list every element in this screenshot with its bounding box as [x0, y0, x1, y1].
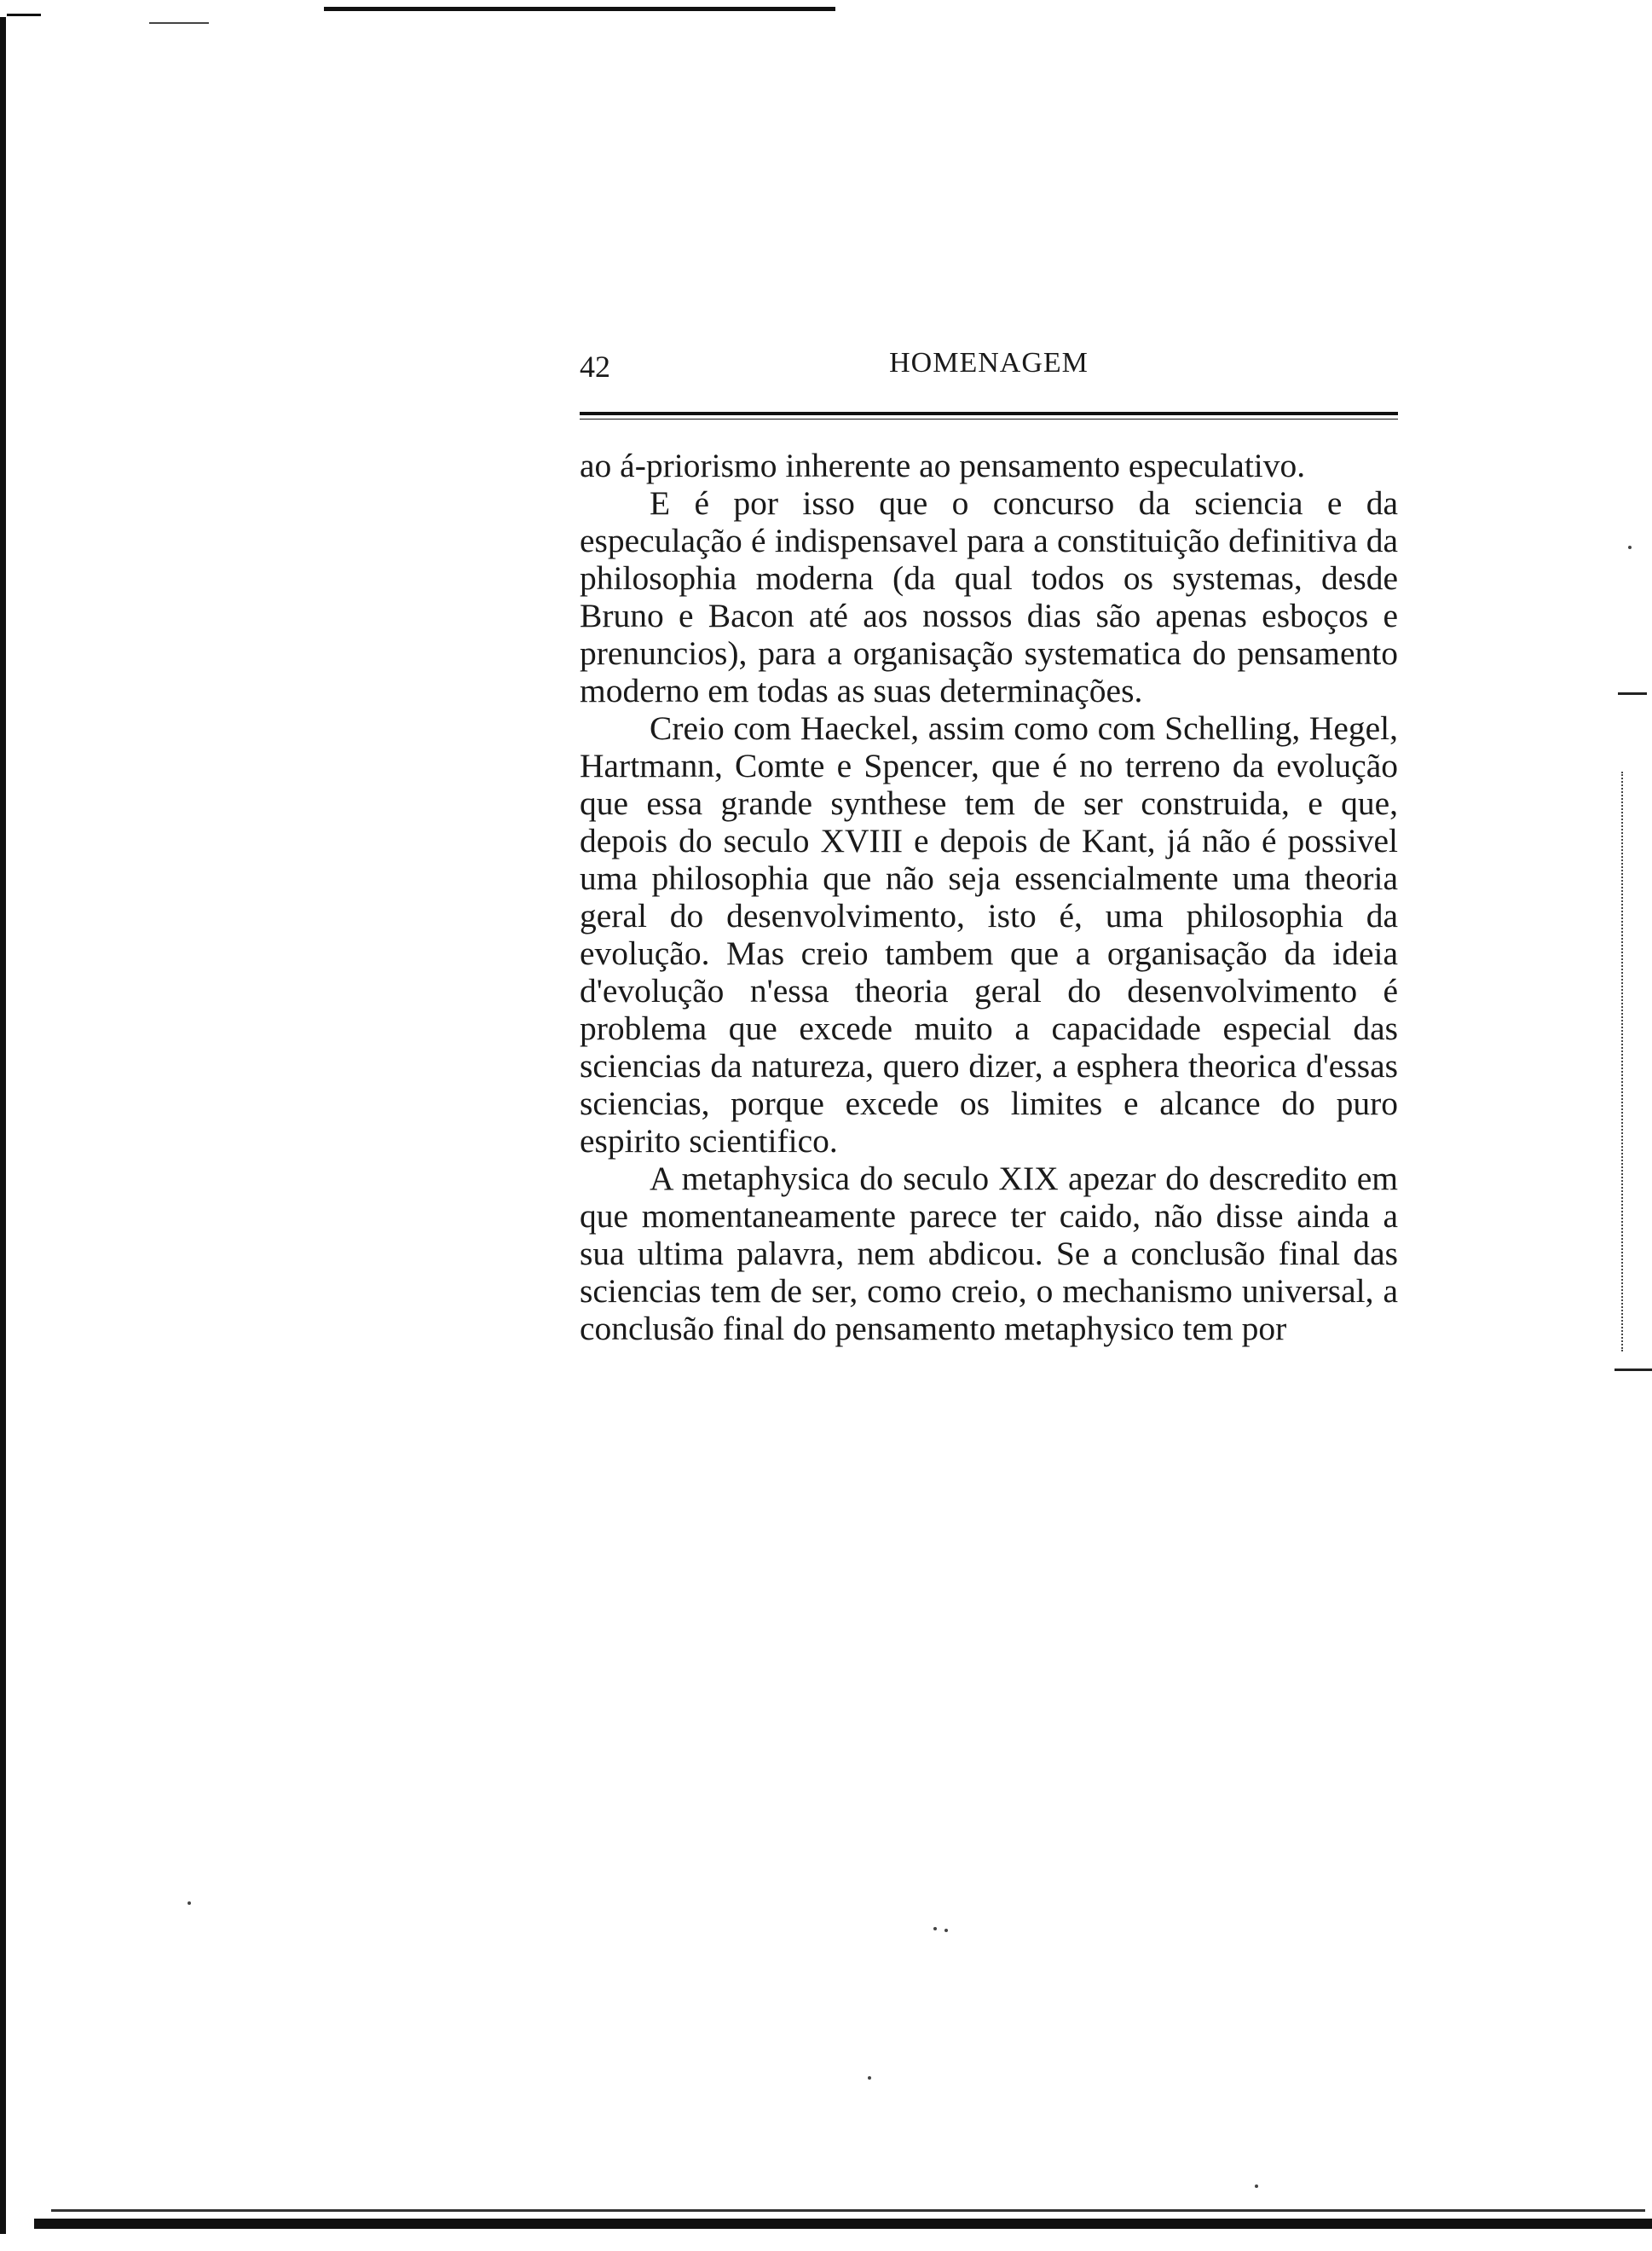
scan-edge-top: [324, 7, 835, 11]
paragraph: Creio com Haeckel, assim como com Schelling, Hegel, Hartmann, Comte e Spencer, que é no terreno da evolução que essa grande synthese tem de ser construida, e que, depois do seculo XVIII e depois de Kant, já não é possivel uma philosophia que não seja essencialmente uma theoria geral do desenvolvimento, isto é, uma philosophia da evolução. Mas creio tambem que a organisação da ideia d'evolução n'essa theoria geral do desenvolvimento é problema que excede muito a capacidade especial das sciencias da natureza, quero dizer, a esphera theorica d'essas sciencias, porque excede os limites e alcance do puro espirito scientifico.: [580, 709, 1398, 1160]
margin-dash: [1618, 692, 1647, 695]
header-rule: [580, 412, 1398, 420]
page-number: 42: [580, 350, 610, 384]
margin-mark-right: [1621, 772, 1625, 1351]
scan-speck: [1255, 2184, 1258, 2188]
scan-speck: [188, 1901, 191, 1905]
paragraph: A metaphysica do seculo XIX apezar do descredito em que momentaneamente parece ter caido, não disse ainda a sua ultima palavra, nem abdicou. Se a conclusão final das sciencias tem de ser, como creio, o mechanismo universal, a conclusão final do pensamento metaphysico tem por: [580, 1160, 1398, 1347]
scan-speck: [868, 2076, 871, 2080]
running-title: HOMENAGEM: [889, 347, 1089, 379]
book-page: [580, 337, 1398, 1347]
scan-edge-bottom: [34, 2219, 1652, 2229]
scan-edge-left: [0, 17, 6, 2234]
paragraph: E é por isso que o concurso da sciencia e da especulação é indispensavel para a constituição definitiva da philosophia moderna (da qual todos os systemas, desde Bruno e Bacon até aos nossos dias são apenas esboços e prenuncios), para a organisação systematica do pensamento moderno em todas as suas determinações.: [580, 484, 1398, 709]
margin-dash: [1614, 1369, 1652, 1371]
scan-edge-top-mark: [7, 14, 41, 16]
paragraph: ao á-priorismo inherente ao pensamento especulativo.: [580, 447, 1306, 484]
running-head: [580, 337, 1398, 388]
scan-speck: [944, 1929, 948, 1932]
scan-edge-bottom-thin: [51, 2209, 1645, 2212]
scan-speck: [1628, 546, 1632, 549]
scan-edge-top-dash: [149, 22, 209, 24]
scan-speck: [933, 1927, 937, 1930]
body-text: [580, 447, 1398, 1347]
